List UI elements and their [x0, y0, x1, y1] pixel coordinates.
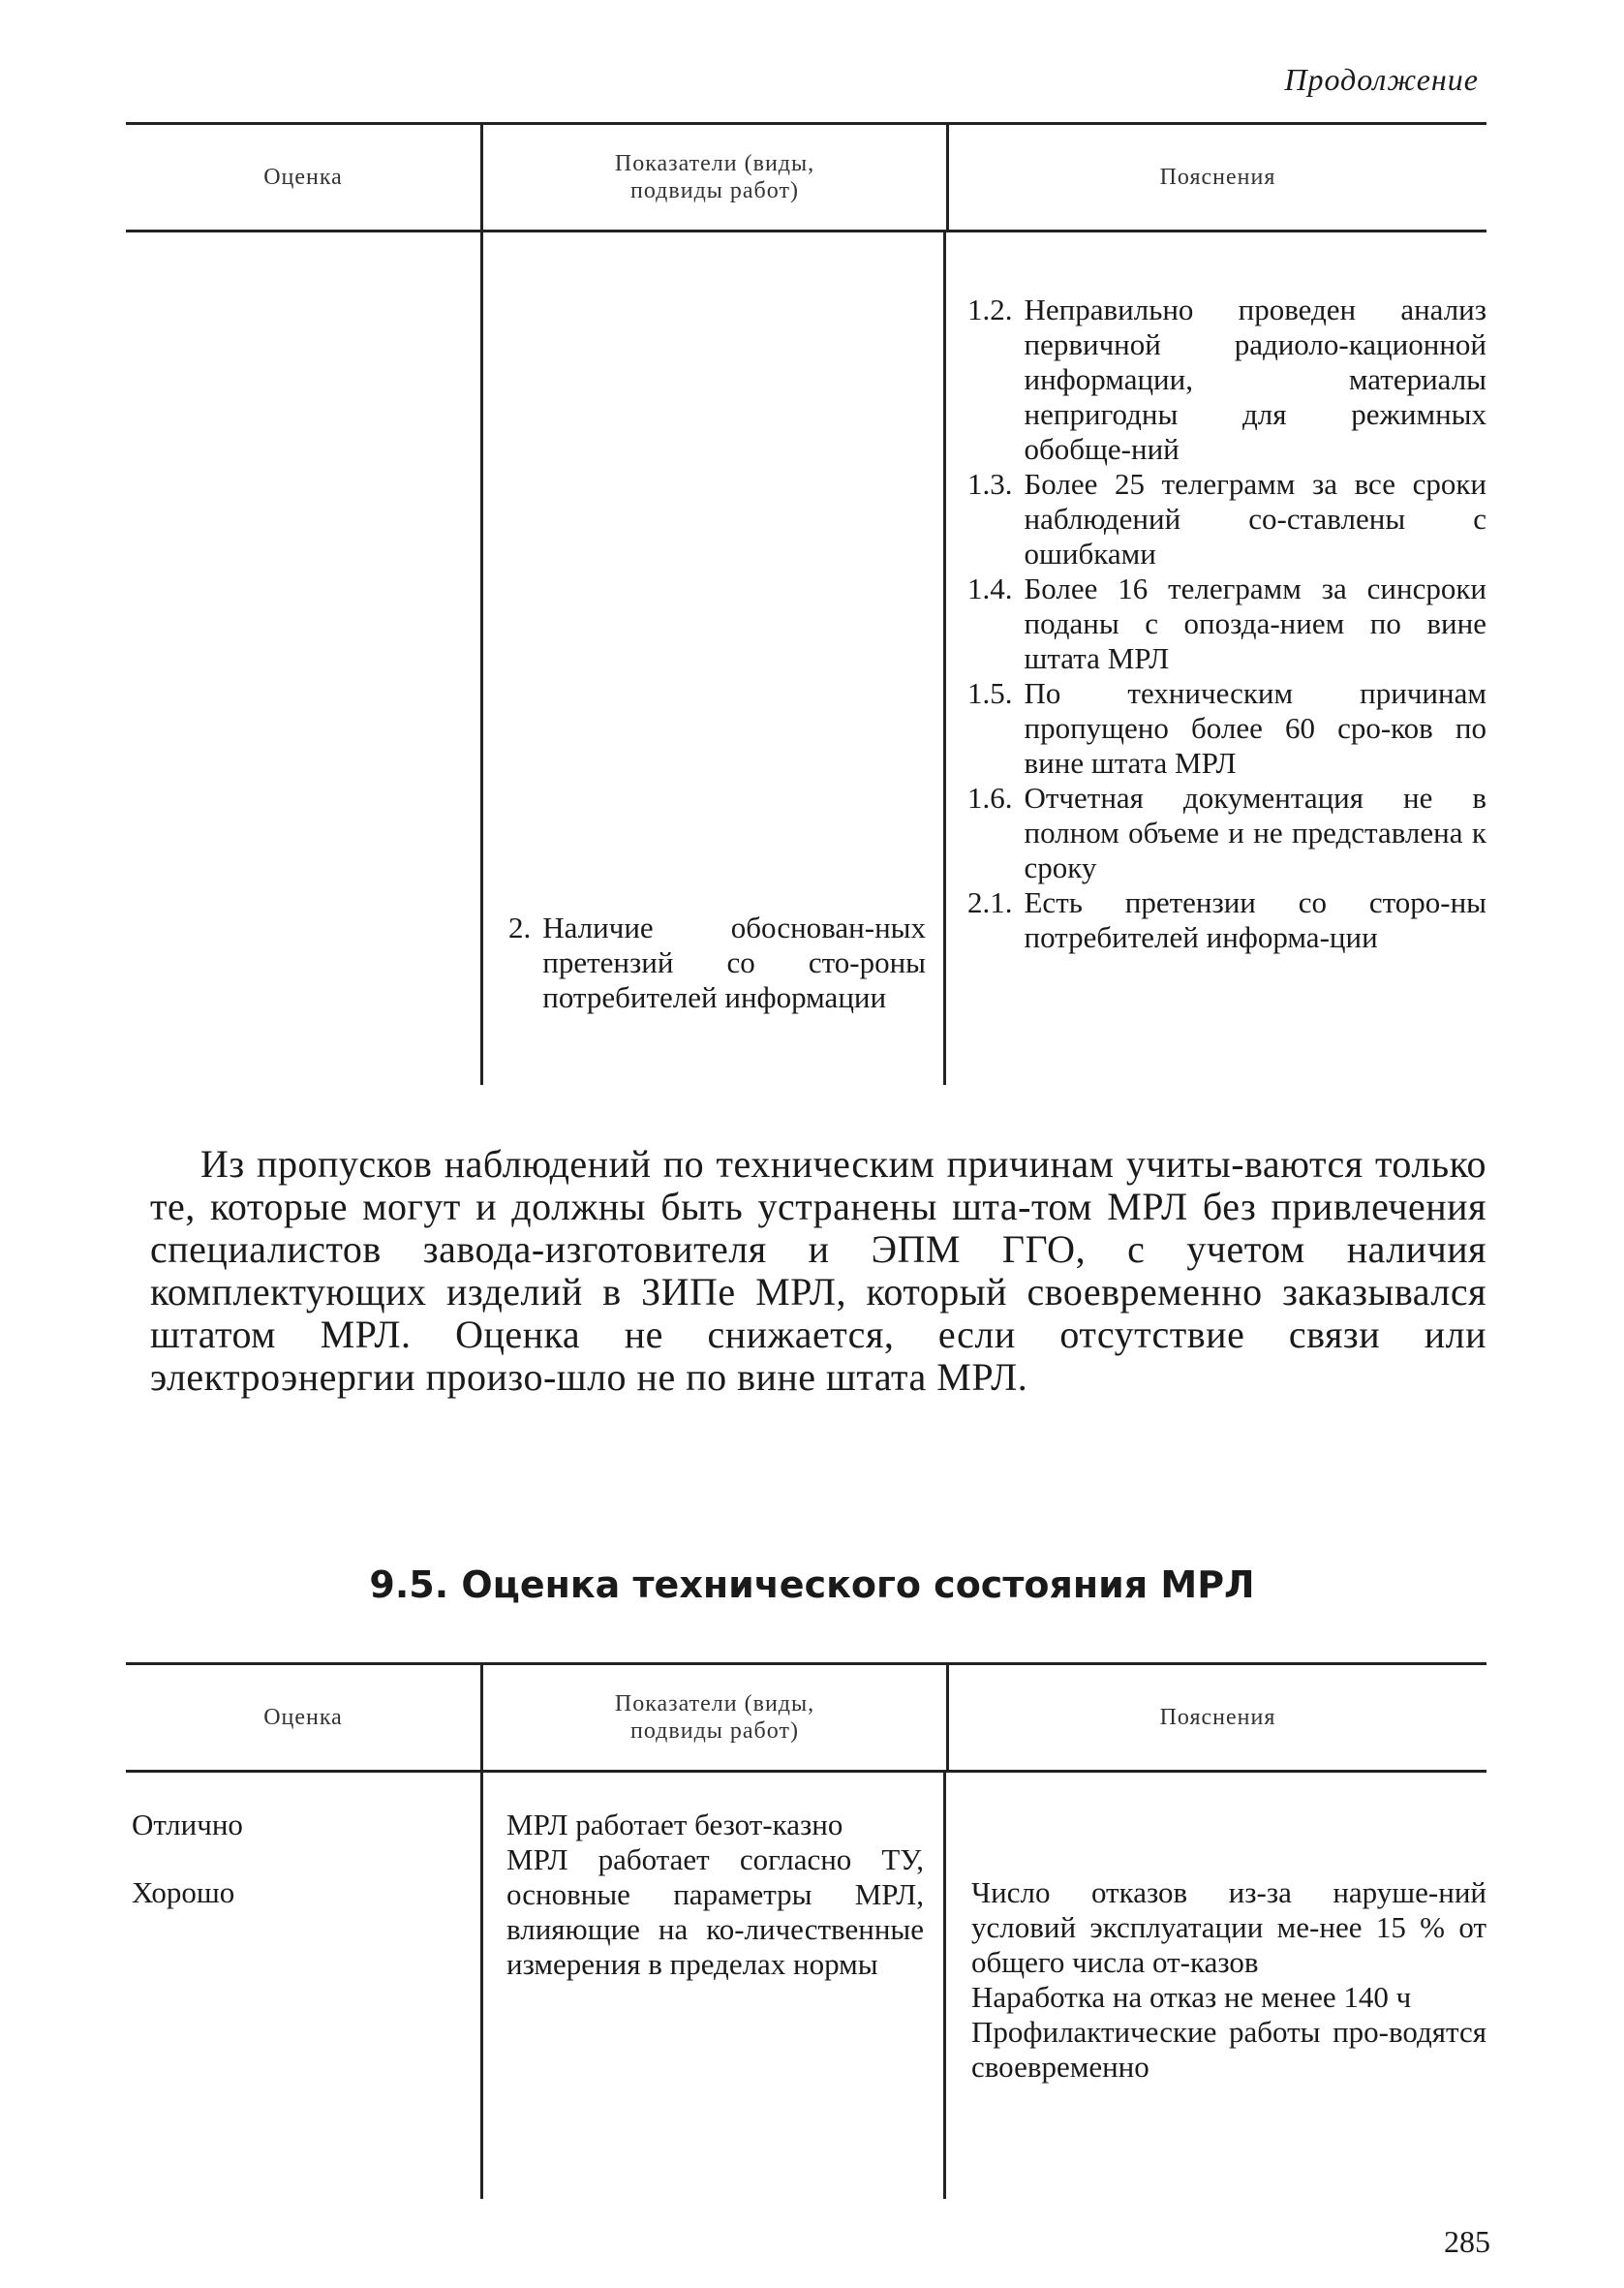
explanation-text: Наработка на отказ не менее 140 ч	[971, 1980, 1412, 2014]
explanation-number: 1.3.	[967, 467, 1013, 501]
header-grade: Оценка	[263, 165, 343, 190]
page-number: 285	[1444, 2224, 1490, 2259]
grade-good: Хорошо	[132, 1875, 235, 1909]
header-indicators: Показатели (виды, подвиды работ)	[480, 125, 946, 230]
explanations-column	[943, 232, 1486, 1085]
table-continued	[126, 122, 1486, 1085]
table-body	[126, 232, 1486, 1085]
header-explanations: Пояснения	[946, 1665, 1486, 1770]
explanation-text: Более 16 телеграмм за синсроки поданы с опозда-нием по вине штата МРЛ	[1024, 572, 1486, 675]
explanation-text: Более 25 телеграмм за все сроки наблюдений со-ставлены с ошибками	[1024, 467, 1486, 571]
explanation-item	[967, 467, 1486, 572]
explanation-text: По техническим причинам пропущено более 60 сро-ков по вине штата МРЛ	[1024, 676, 1486, 780]
explanation-item	[967, 293, 1486, 467]
header-grade: Оценка	[263, 1705, 343, 1730]
explanation-item	[967, 676, 1486, 781]
explanation-number: 1.4.	[967, 572, 1013, 605]
indicator-text: МРЛ работает согласно ТУ, основные параметры МРЛ, влияющие на ко-личественные измерения в пределах нормы	[506, 1842, 924, 1981]
table-header	[126, 1665, 1486, 1773]
indicator-column	[480, 1773, 943, 2199]
indicator-text: Наличие обоснован-ных претензий со сто-роны потребителей информации	[542, 911, 926, 1014]
indicator-item	[508, 911, 926, 1015]
table-body	[126, 1773, 1486, 2199]
explanation-item	[967, 572, 1486, 676]
explanation-text: Неправильно проведен анализ первичной радиоло-кационной информации, материалы непригодны для режимных обобще-ний	[1024, 293, 1486, 466]
explanation-item	[967, 781, 1486, 885]
table-technical-state	[126, 1662, 1486, 2199]
section-title: 9.5. Оценка технического состояния МРЛ	[369, 1563, 1255, 1606]
explanation-text: Профилактические работы про-водятся своевременно	[971, 2015, 1486, 2084]
grade-excellent: Отлично	[132, 1808, 243, 1841]
explanation-number: 2.1.	[967, 885, 1013, 919]
indicator-number: 2.	[508, 911, 532, 944]
explanation-text: Отчетная документация не в полном объеме и не представлена к сроку	[1024, 781, 1486, 884]
table-header	[126, 125, 1486, 232]
grade-column	[126, 1773, 480, 2199]
indicator-column	[480, 232, 943, 1085]
grade-column	[126, 232, 480, 1085]
explanation-number: 1.5.	[967, 676, 1013, 710]
explanation-text: Число отказов из-за наруше-ний условий эксплуатации ме-нее 15 % от общего числа от-казов	[971, 1875, 1486, 1979]
continuation-label: Продолжение	[1284, 62, 1479, 97]
explanation-item	[967, 885, 1486, 955]
explanation-text: Есть претензии со сторо-ны потребителей информа-ции	[1024, 885, 1486, 954]
header-indicators: Показатели (виды, подвиды работ)	[480, 1665, 946, 1770]
indicator-text: МРЛ работает безот-казно	[506, 1808, 843, 1841]
explanation-number: 1.6.	[967, 781, 1013, 815]
body-paragraph: Из пропусков наблюдений по техническим причинам учиты-ваются только те, которые могут и должны быть устранены шта-том МРЛ без привлечения специалистов завода-изготовителя и ЭПМ ГГО, с учетом наличия комплектующих изделий в ЗИПе МРЛ, который своевременно заказывался штатом МРЛ. Оценка не снижается, если отсутствие связи или электроэнергии произо-шло не по вине штата МРЛ.	[150, 1142, 1486, 1399]
header-explanations: Пояснения	[946, 125, 1486, 230]
explanation-number: 1.2.	[967, 293, 1013, 326]
explanations-column	[943, 1773, 1486, 2199]
